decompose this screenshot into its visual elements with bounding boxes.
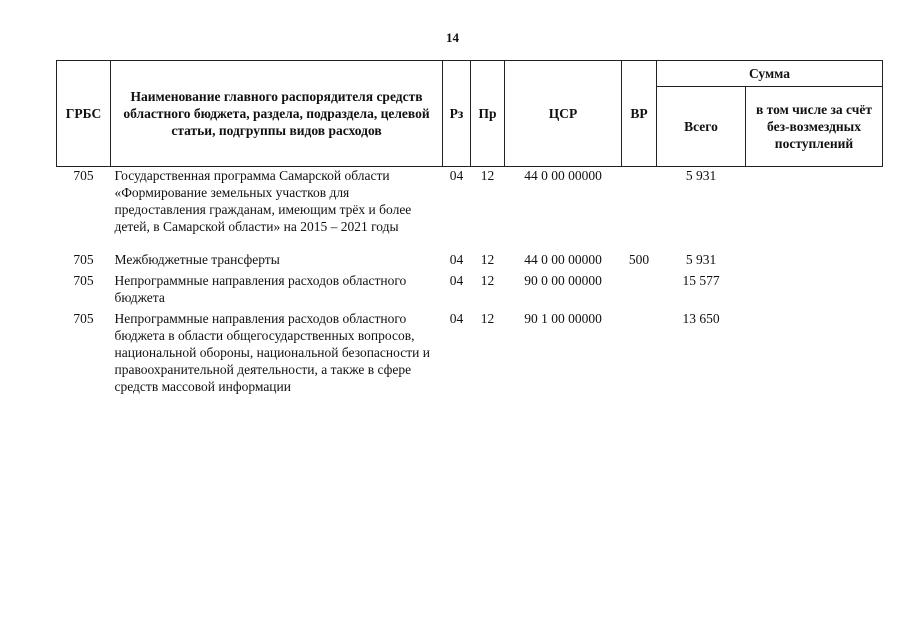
cell-rz: 04 xyxy=(449,252,464,267)
cell-grbs: 705 xyxy=(73,273,94,288)
cell-csr: 90 0 00 00000 xyxy=(524,273,602,288)
header-vr: ВР xyxy=(622,61,657,167)
cell-total: 5 931 xyxy=(685,252,717,267)
cell-free xyxy=(746,272,883,310)
cell-free xyxy=(746,167,883,252)
cell-vr xyxy=(622,310,657,395)
page-number: 14 xyxy=(446,30,459,45)
cell-name: Межбюджетные трансферты xyxy=(114,252,280,267)
table-row xyxy=(57,167,883,252)
cell-rz: 04 xyxy=(449,311,464,326)
cell-total: 13 650 xyxy=(682,311,720,326)
cell-vr xyxy=(622,272,657,310)
cell-total: 5 931 xyxy=(685,168,717,183)
cell-pr: 12 xyxy=(480,273,495,288)
cell-rz: 04 xyxy=(449,168,464,183)
cell-free xyxy=(746,310,883,395)
cell-csr: 90 1 00 00000 xyxy=(524,311,602,326)
header-name: Наименование главного распорядителя средств областного бюджета, раздела, подраздела, целевой статьи, подгруппы видов расходов xyxy=(111,61,443,167)
header-grbs: ГРБС xyxy=(57,61,111,167)
table-row xyxy=(57,272,883,310)
budget-table xyxy=(56,60,883,395)
cell-total: 15 577 xyxy=(682,273,720,288)
cell-vr: 500 xyxy=(628,252,650,267)
header-csr: ЦСР xyxy=(505,61,622,167)
cell-grbs: 705 xyxy=(73,168,94,183)
header-sum: Сумма xyxy=(657,61,883,87)
cell-csr: 44 0 00 00000 xyxy=(524,252,602,267)
cell-name: Непрограммные направления расходов областного бюджета xyxy=(114,273,407,305)
cell-csr: 44 0 00 00000 xyxy=(524,168,602,183)
cell-grbs: 705 xyxy=(73,252,94,267)
table-row xyxy=(57,251,883,272)
cell-name: Непрограммные направления расходов областного бюджета в области общегосударственных вопросов, национальной обороны, национальной безопасности и правоохранительной деятельности, а также в сфере средств массовой информации xyxy=(114,311,430,394)
cell-pr: 12 xyxy=(480,252,495,267)
cell-pr: 12 xyxy=(480,168,495,183)
cell-grbs: 705 xyxy=(73,311,94,326)
header-pr: Пр xyxy=(471,61,505,167)
header-rz: Рз xyxy=(443,61,471,167)
cell-pr: 12 xyxy=(480,311,495,326)
header-total: Всего xyxy=(657,87,746,167)
header-free: в том числе за счёт без-возмездных поступлений xyxy=(746,87,883,167)
cell-vr xyxy=(622,167,657,252)
cell-name: Государственная программа Самарской области «Формирование земельных участков для предоставления гражданам, имеющим трёх и более детей, в Самарской области» на 2015 – 2021 годы xyxy=(114,168,412,234)
cell-rz: 04 xyxy=(449,273,464,288)
table-row xyxy=(57,310,883,395)
cell-free xyxy=(746,251,883,272)
